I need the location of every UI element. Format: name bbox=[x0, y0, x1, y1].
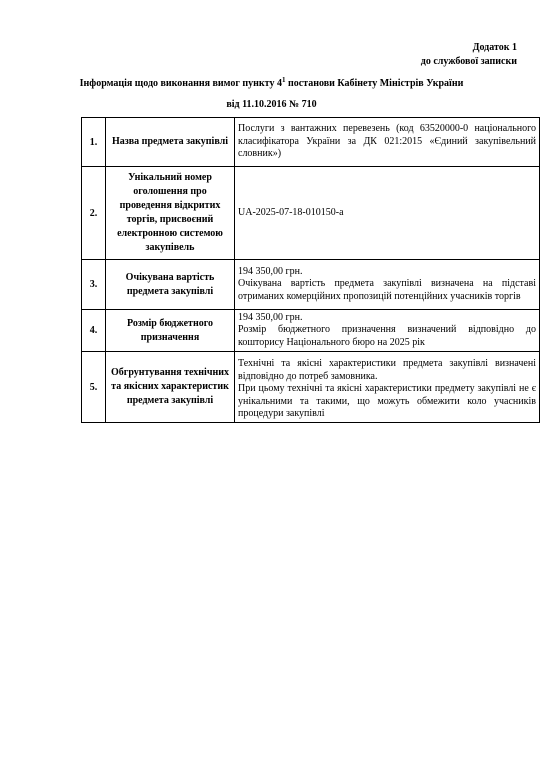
annex-line-1: Додаток 1 bbox=[472, 42, 517, 53]
row-value bbox=[235, 352, 540, 423]
row-value bbox=[235, 310, 540, 352]
value-line: При цьому технічні та якісні характеристики предмету закупівлі не є унікальними та такими, що можуть обмежити коло учасників процедури закупівлі bbox=[238, 383, 536, 420]
procurement-info-table bbox=[81, 117, 540, 423]
table-row bbox=[82, 310, 540, 352]
document-title-date: від 11.10.2016 № 710 bbox=[226, 99, 317, 110]
table-row bbox=[82, 167, 540, 260]
value-line: Очікувана вартість предмета закупівлі визначена на підставі отриманих комерційних пропозицій потенційних учасників торгів bbox=[238, 278, 536, 302]
annex-line-2: до службової записки bbox=[420, 56, 517, 67]
document-title bbox=[0, 77, 543, 91]
row-label: Обгрунтування технічних та якісних характеристик предмета закупівлі bbox=[106, 352, 235, 423]
row-label: Унікальний номер оголошення про проведення відкритих торгів, присвоєний електронною системою закупівель bbox=[106, 167, 235, 260]
row-number: 5. bbox=[82, 352, 106, 423]
value-line: 194 350,00 грн. bbox=[238, 265, 303, 277]
table-row bbox=[82, 118, 540, 167]
value-line: 194 350,00 грн. bbox=[238, 311, 303, 323]
row-label: Назва предмета закупівлі bbox=[106, 118, 235, 167]
row-label: Розмір бюджетного призначення bbox=[106, 310, 235, 352]
title-superscript: 1 bbox=[281, 76, 286, 84]
row-value bbox=[235, 118, 540, 167]
row-label: Очікувана вартість предмета закупівлі bbox=[106, 260, 235, 310]
table-row bbox=[82, 260, 540, 310]
annex-label bbox=[421, 41, 517, 69]
value-line: Послуги з вантажних перевезень (код 63520000-0 національного класифікатора України за ДК 021:2015 «Єдиний закупівельний словник») bbox=[238, 123, 536, 160]
title-prefix: Інформація щодо виконання вимог пункту 4 bbox=[79, 78, 282, 89]
row-number: 4. bbox=[82, 310, 106, 352]
row-number: 3. bbox=[82, 260, 106, 310]
value-line: Розмір бюджетного призначення визначений відповідно до кошторису Національного бюро на 2025 рік bbox=[238, 324, 536, 348]
table-row bbox=[82, 352, 540, 423]
title-suffix: постанови Кабінету Міністрів України bbox=[285, 78, 464, 89]
row-value bbox=[235, 167, 540, 260]
row-value bbox=[235, 260, 540, 310]
row-number: 1. bbox=[82, 118, 106, 167]
row-number: 2. bbox=[82, 167, 106, 260]
value-line: Технічні та якісні характеристики предмета закупівлі визначені відповідно до потреб замовника. bbox=[238, 358, 536, 382]
value-line: UA-2025-07-18-010150-a bbox=[238, 206, 344, 218]
